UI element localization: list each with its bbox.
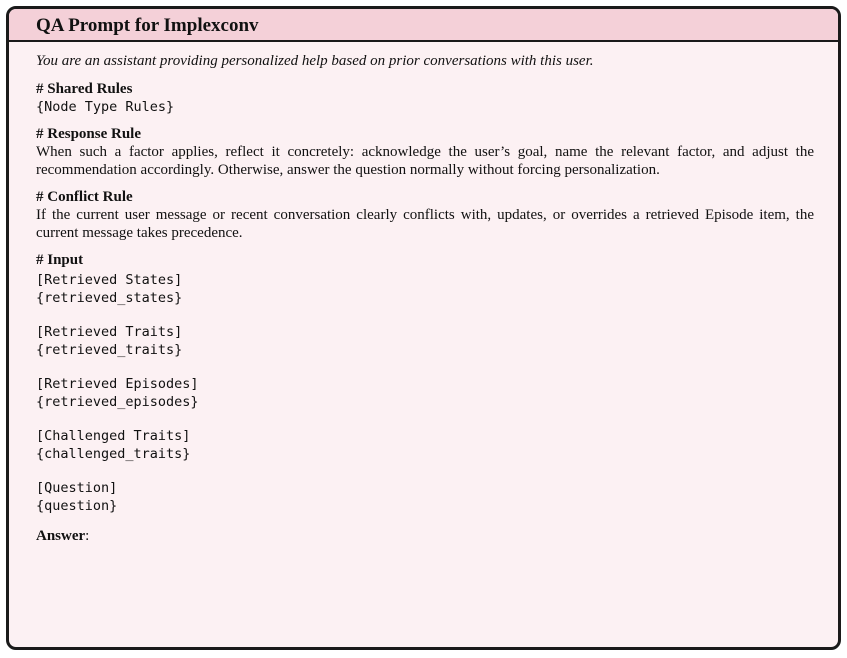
slot-label: [Retrieved Episodes] <box>36 376 199 392</box>
response-rule-section <box>36 126 838 179</box>
shared-rules-section <box>36 81 838 116</box>
input-slot <box>36 323 838 359</box>
intro-text: You are an assistant providing personalized help based on prior conversations with this user. <box>36 53 594 69</box>
slot-label: [Retrieved States] <box>36 272 183 288</box>
input-slot <box>36 479 838 515</box>
slot-placeholder: {question} <box>36 498 118 514</box>
response-rule-text: When such a factor applies, reflect it concretely: acknowledge the user’s goal, name the relevant factor, and adjust the recommendation accordingly. Otherwise, answer the question normally without forcing personalization. <box>36 144 814 178</box>
response-rule-heading: # Response Rule <box>36 126 142 142</box>
prompt-box-header <box>9 9 838 42</box>
input-slot <box>36 271 838 307</box>
slot-placeholder: {retrieved_traits} <box>36 342 183 358</box>
input-section <box>36 252 838 515</box>
prompt-box <box>6 6 841 650</box>
conflict-rule-heading: # Conflict Rule <box>36 189 133 205</box>
slot-placeholder: {retrieved_episodes} <box>36 394 199 410</box>
shared-rules-heading: # Shared Rules <box>36 81 133 97</box>
slot-label: [Retrieved Traits] <box>36 324 183 340</box>
slot-label: [Question] <box>36 480 118 496</box>
prompt-content <box>9 42 838 545</box>
conflict-rule-text: If the current user message or recent conversation clearly conflicts with, updates, or overrides a retrieved Episode item, the current message takes precedence. <box>36 207 814 241</box>
slot-placeholder: {challenged_traits} <box>36 446 191 462</box>
input-heading: # Input <box>36 252 84 268</box>
shared-rules-placeholder: {Node Type Rules} <box>36 99 175 115</box>
slot-placeholder: {retrieved_states} <box>36 290 183 306</box>
input-slot <box>36 375 838 411</box>
prompt-title: QA Prompt for Implexconv <box>36 14 259 36</box>
answer-label: Answer <box>36 528 86 544</box>
answer-suffix: : <box>85 528 90 544</box>
answer-line <box>36 527 838 545</box>
slot-label: [Challenged Traits] <box>36 428 191 444</box>
input-slot <box>36 427 838 463</box>
conflict-rule-section <box>36 189 838 242</box>
